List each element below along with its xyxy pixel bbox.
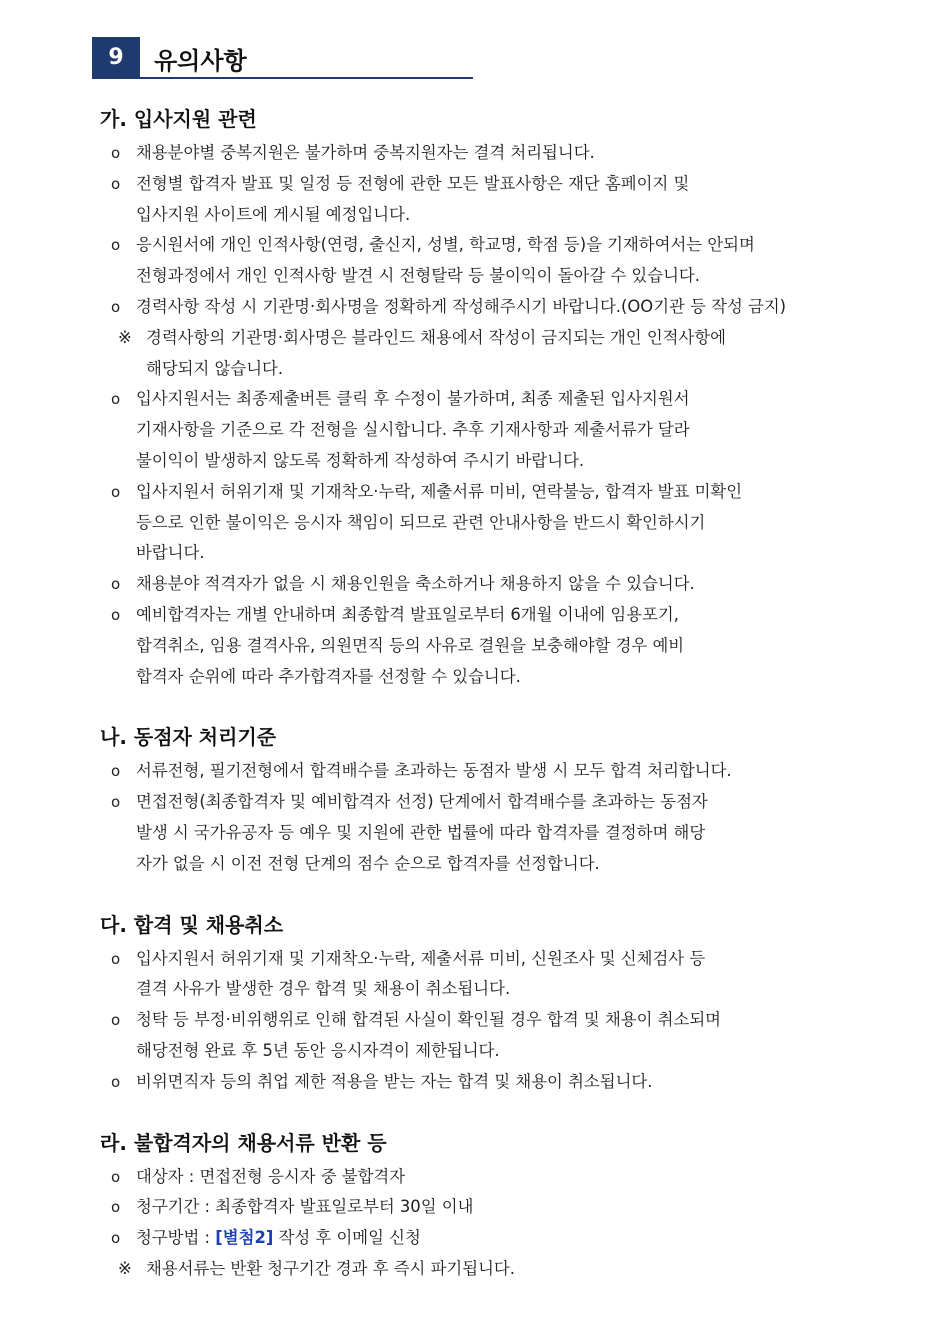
section (100, 1130, 900, 1285)
text-line: 입사지원서 허위기재 및 기재착오·누락, 제출서류 미비, 신원조사 및 신체검사 등 (136, 948, 706, 968)
list-item (100, 230, 900, 292)
text-line: 기재사항을 기준으로 각 전형을 실시합니다. 추후 기재사항과 제출서류가 달라 (136, 420, 690, 440)
bullet-icon: ο (111, 236, 121, 255)
section (100, 106, 900, 692)
list-item (100, 1067, 900, 1098)
list-item (100, 292, 900, 323)
list-item (100, 477, 900, 569)
section (100, 724, 900, 879)
page-title: 유의사항 (154, 47, 247, 75)
text-line: 경력사항의 기관명·회사명은 블라인드 채용에서 작성이 금지되는 개인 인적사항에 (146, 327, 727, 347)
text-line: 해당전형 완료 후 5년 동안 응시자격이 제한됩니다. (136, 1040, 500, 1060)
text-line: 자가 없을 시 이전 전형 단계의 점수 순으로 합격자를 선정합니다. (136, 853, 600, 873)
bullet-icon: ο (111, 1011, 121, 1030)
section-number: 9 (92, 37, 140, 77)
text-line: 해당되지 않습니다. (146, 358, 284, 378)
text-line: 불이익이 발생하지 않도록 정확하게 작성하여 주시기 바랍니다. (136, 450, 585, 470)
bullet-icon: ο (111, 1229, 121, 1248)
list-item (100, 169, 900, 231)
text-line: 결격 사유가 발생한 경우 합격 및 채용이 취소됩니다. (136, 979, 511, 999)
list-item (100, 787, 900, 879)
bullet-icon: ο (111, 575, 121, 594)
bullet-icon: ο (111, 482, 121, 501)
note-item (100, 1254, 900, 1285)
text-line: 합격취소, 임용 결격사유, 의원면직 등의 사유로 결원을 보충해야할 경우 예비 (136, 635, 685, 655)
text-line: 응시원서에 개인 인적사항(연령, 출신지, 성별, 학교명, 학점 등)을 기재하여서는 안되며 (136, 235, 755, 255)
section-header (92, 37, 473, 79)
text-line: 면접전형(최종합격자 및 예비합격자 선정) 단계에서 합격배수를 초과하는 동점자 (136, 792, 708, 812)
text-line: 발생 시 국가유공자 등 예우 및 지원에 관한 법률에 따라 합격자를 결정하며 해당 (136, 822, 706, 842)
section-title: 가. 입사지원 관련 (100, 107, 257, 131)
text-line: 대상자 : 면접전형 응시자 중 불합격자 (136, 1166, 406, 1186)
bullet-icon: ο (111, 174, 121, 193)
list-item (100, 1223, 900, 1254)
reference-mark-icon: ※ (118, 1258, 132, 1278)
list-item (100, 1162, 900, 1193)
text-line: 청탁 등 부정·비위행위로 인해 합격된 사실이 확인될 경우 합격 및 채용이 취소되며 (136, 1010, 722, 1030)
bullet-icon: ο (111, 949, 121, 968)
attachment-reference: [별첨2] (215, 1228, 274, 1248)
note-item (100, 323, 900, 385)
reference-mark-icon: ※ (118, 327, 132, 347)
text-line: 입사지원서 허위기재 및 기재착오·누락, 제출서류 미비, 연락불능, 합격자 발표 미확인 (136, 481, 743, 501)
text-line: 합격자 순위에 따라 추가합격자를 선정할 수 있습니다. (136, 666, 521, 686)
text-line: 서류전형, 필기전형에서 합격배수를 초과하는 동점자 발생 시 모두 합격 처리합니다. (136, 761, 732, 781)
list-item (100, 756, 900, 787)
text-line: 청구기간 : 최종합격자 발표일로부터 30일 이내 (136, 1197, 474, 1217)
bullet-icon: ο (111, 1072, 121, 1091)
text-line: 입사지원 사이트에 게시될 예정입니다. (136, 204, 411, 224)
bullet-icon: ο (111, 390, 121, 409)
section (100, 912, 900, 1098)
text-line: 전형별 합격자 발표 및 일정 등 전형에 관한 모든 발표사항은 재단 홈페이지 및 (136, 173, 690, 193)
bullet-icon: ο (111, 793, 121, 812)
document-body (100, 106, 900, 1317)
text-line: 청구방법 : [별첨2] 작성 후 이메일 신청 (136, 1228, 421, 1248)
text-line: 입사지원서는 최종제출버튼 클릭 후 수정이 불가하며, 최종 제출된 입사지원서 (136, 389, 690, 409)
text-line: 채용분야별 중복지원은 불가하며 중복지원자는 결격 처리됩니다. (136, 143, 595, 162)
list-item (100, 1192, 900, 1223)
bullet-icon: ο (111, 297, 121, 316)
bullet-icon: ο (111, 144, 121, 162)
bullet-icon: ο (111, 1167, 121, 1186)
text-line: 예비합격자는 개별 안내하며 최종합격 발표일로부터 6개월 이내에 임용포기, (136, 604, 679, 624)
text-line: 채용서류는 반환 청구기간 경과 후 즉시 파기됩니다. (146, 1258, 515, 1278)
list-item (100, 944, 900, 1006)
list-item (100, 138, 900, 169)
text-line: 등으로 인한 불이익은 응시자 책임이 되므로 관련 안내사항을 반드시 확인하시기 (136, 512, 706, 532)
list-item (100, 1005, 900, 1067)
bullet-icon: ο (111, 1198, 121, 1217)
text-line: 채용분야 적격자가 없을 시 채용인원을 축소하거나 채용하지 않을 수 있습니다. (136, 574, 695, 594)
text-line: 바랍니다. (136, 543, 205, 563)
bullet-icon: ο (111, 762, 121, 781)
bullet-icon: ο (111, 605, 121, 624)
text-line: 전형과정에서 개인 인적사항 발견 시 전형탈락 등 불이익이 돌아갈 수 있습니다. (136, 266, 700, 286)
section-title: 나. 동점자 처리기준 (100, 725, 277, 750)
section-title: 라. 불합격자의 채용서류 반환 등 (100, 1130, 387, 1155)
list-item (100, 569, 900, 600)
list-item (100, 384, 900, 476)
list-item (100, 600, 900, 692)
section-title: 다. 합격 및 채용취소 (100, 912, 284, 937)
text-line: 경력사항 작성 시 기관명·회사명을 정확하게 작성해주시기 바랍니다.(OO기관 등 작성 금지) (136, 296, 787, 316)
text-line: 비위면직자 등의 취업 제한 적용을 받는 자는 합격 및 채용이 취소됩니다. (136, 1071, 653, 1091)
